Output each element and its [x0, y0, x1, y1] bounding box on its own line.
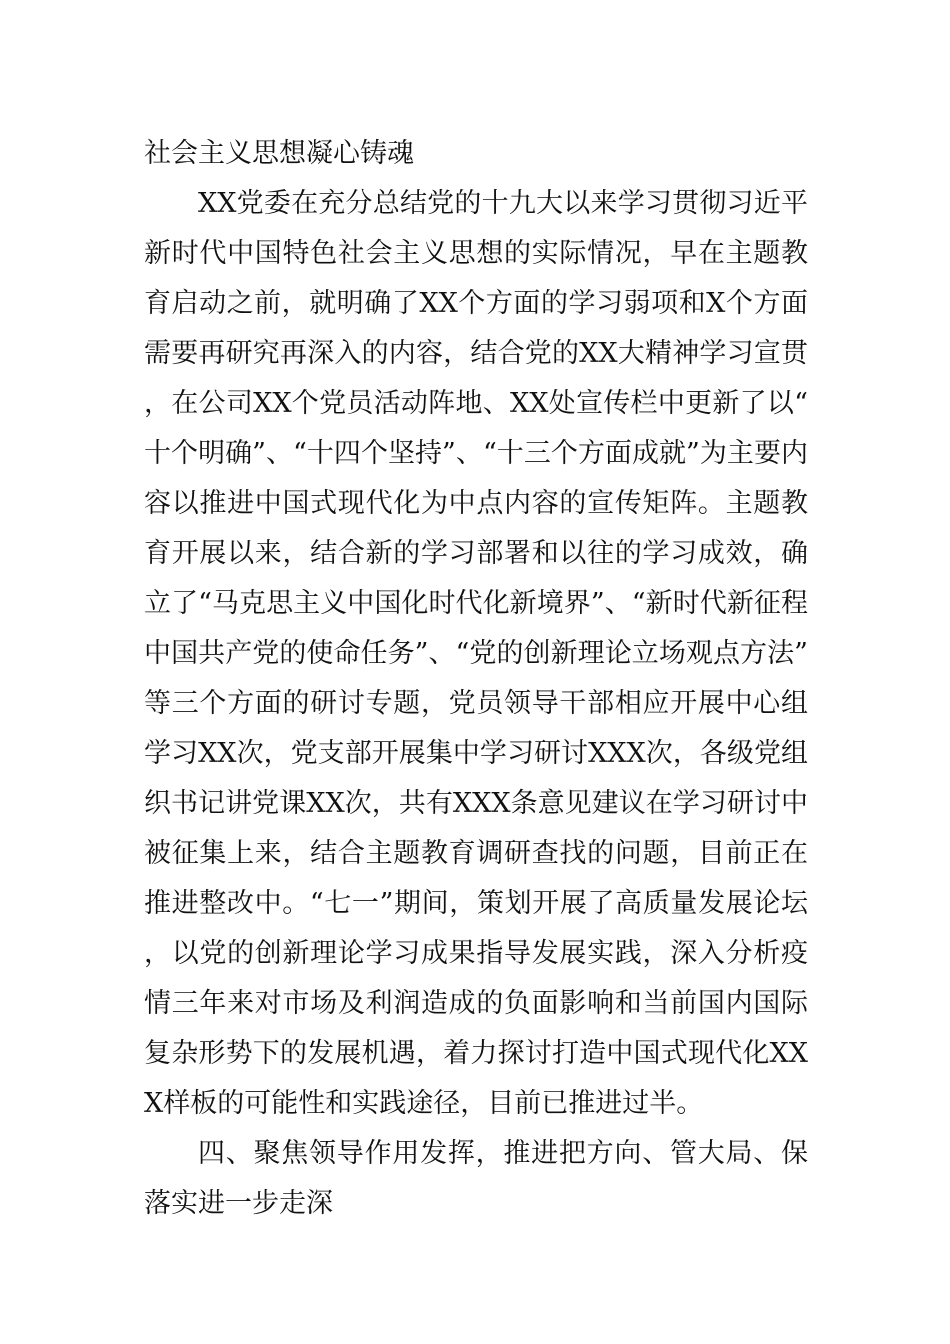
document-body [144, 129, 808, 1229]
section-heading-four: 四、聚焦领导作用发挥，推进把方向、管大局、保落实进一步走深 [144, 1138, 808, 1219]
paragraph-continuation: 社会主义思想凝心铸魂 [144, 138, 414, 169]
paragraph-progress-report: XX党委在充分总结党的十九大以来学习贯彻习近平新时代中国特色社会主义思想的实际情况，早在主题教育启动之前，就明确了XX个方面的学习弱项和X个方面需要再研究再深入的内容，结合党的XX大精神学习宣贯，在公司XX个党员活动阵地、XX处宣传栏中更新了以“十个明确”、“十四个坚持”、“十三个方面成就”为主要内容以推进中国式现代化为中点内容的宣传矩阵。主题教育开展以来，结合新的学习部署和以往的学习成效，确立了“马克思主义中国化时代化新境界”、“新时代新征程中国共产党的使命任务”、“党的创新理论立场观点方法”等三个方面的研讨专题，党员领导干部相应开展中心组学习XX次，党支部开展集中学习研讨XXX次，各级党组织书记讲党课XX次，共有XXX条意见建议在学习研讨中被征集上来，结合主题教育调研查找的问题，目前正在推进整改中。“七一”期间，策划开展了高质量发展论坛，以党的创新理论学习成果指导发展实践，深入分析疫情三年来对市场及利润造成的负面影响和当前国内国际复杂形势下的发展机遇，着力探讨打造中国式现代化XXX样板的可能性和实践途径，目前已推进过半。 [144, 188, 808, 1119]
